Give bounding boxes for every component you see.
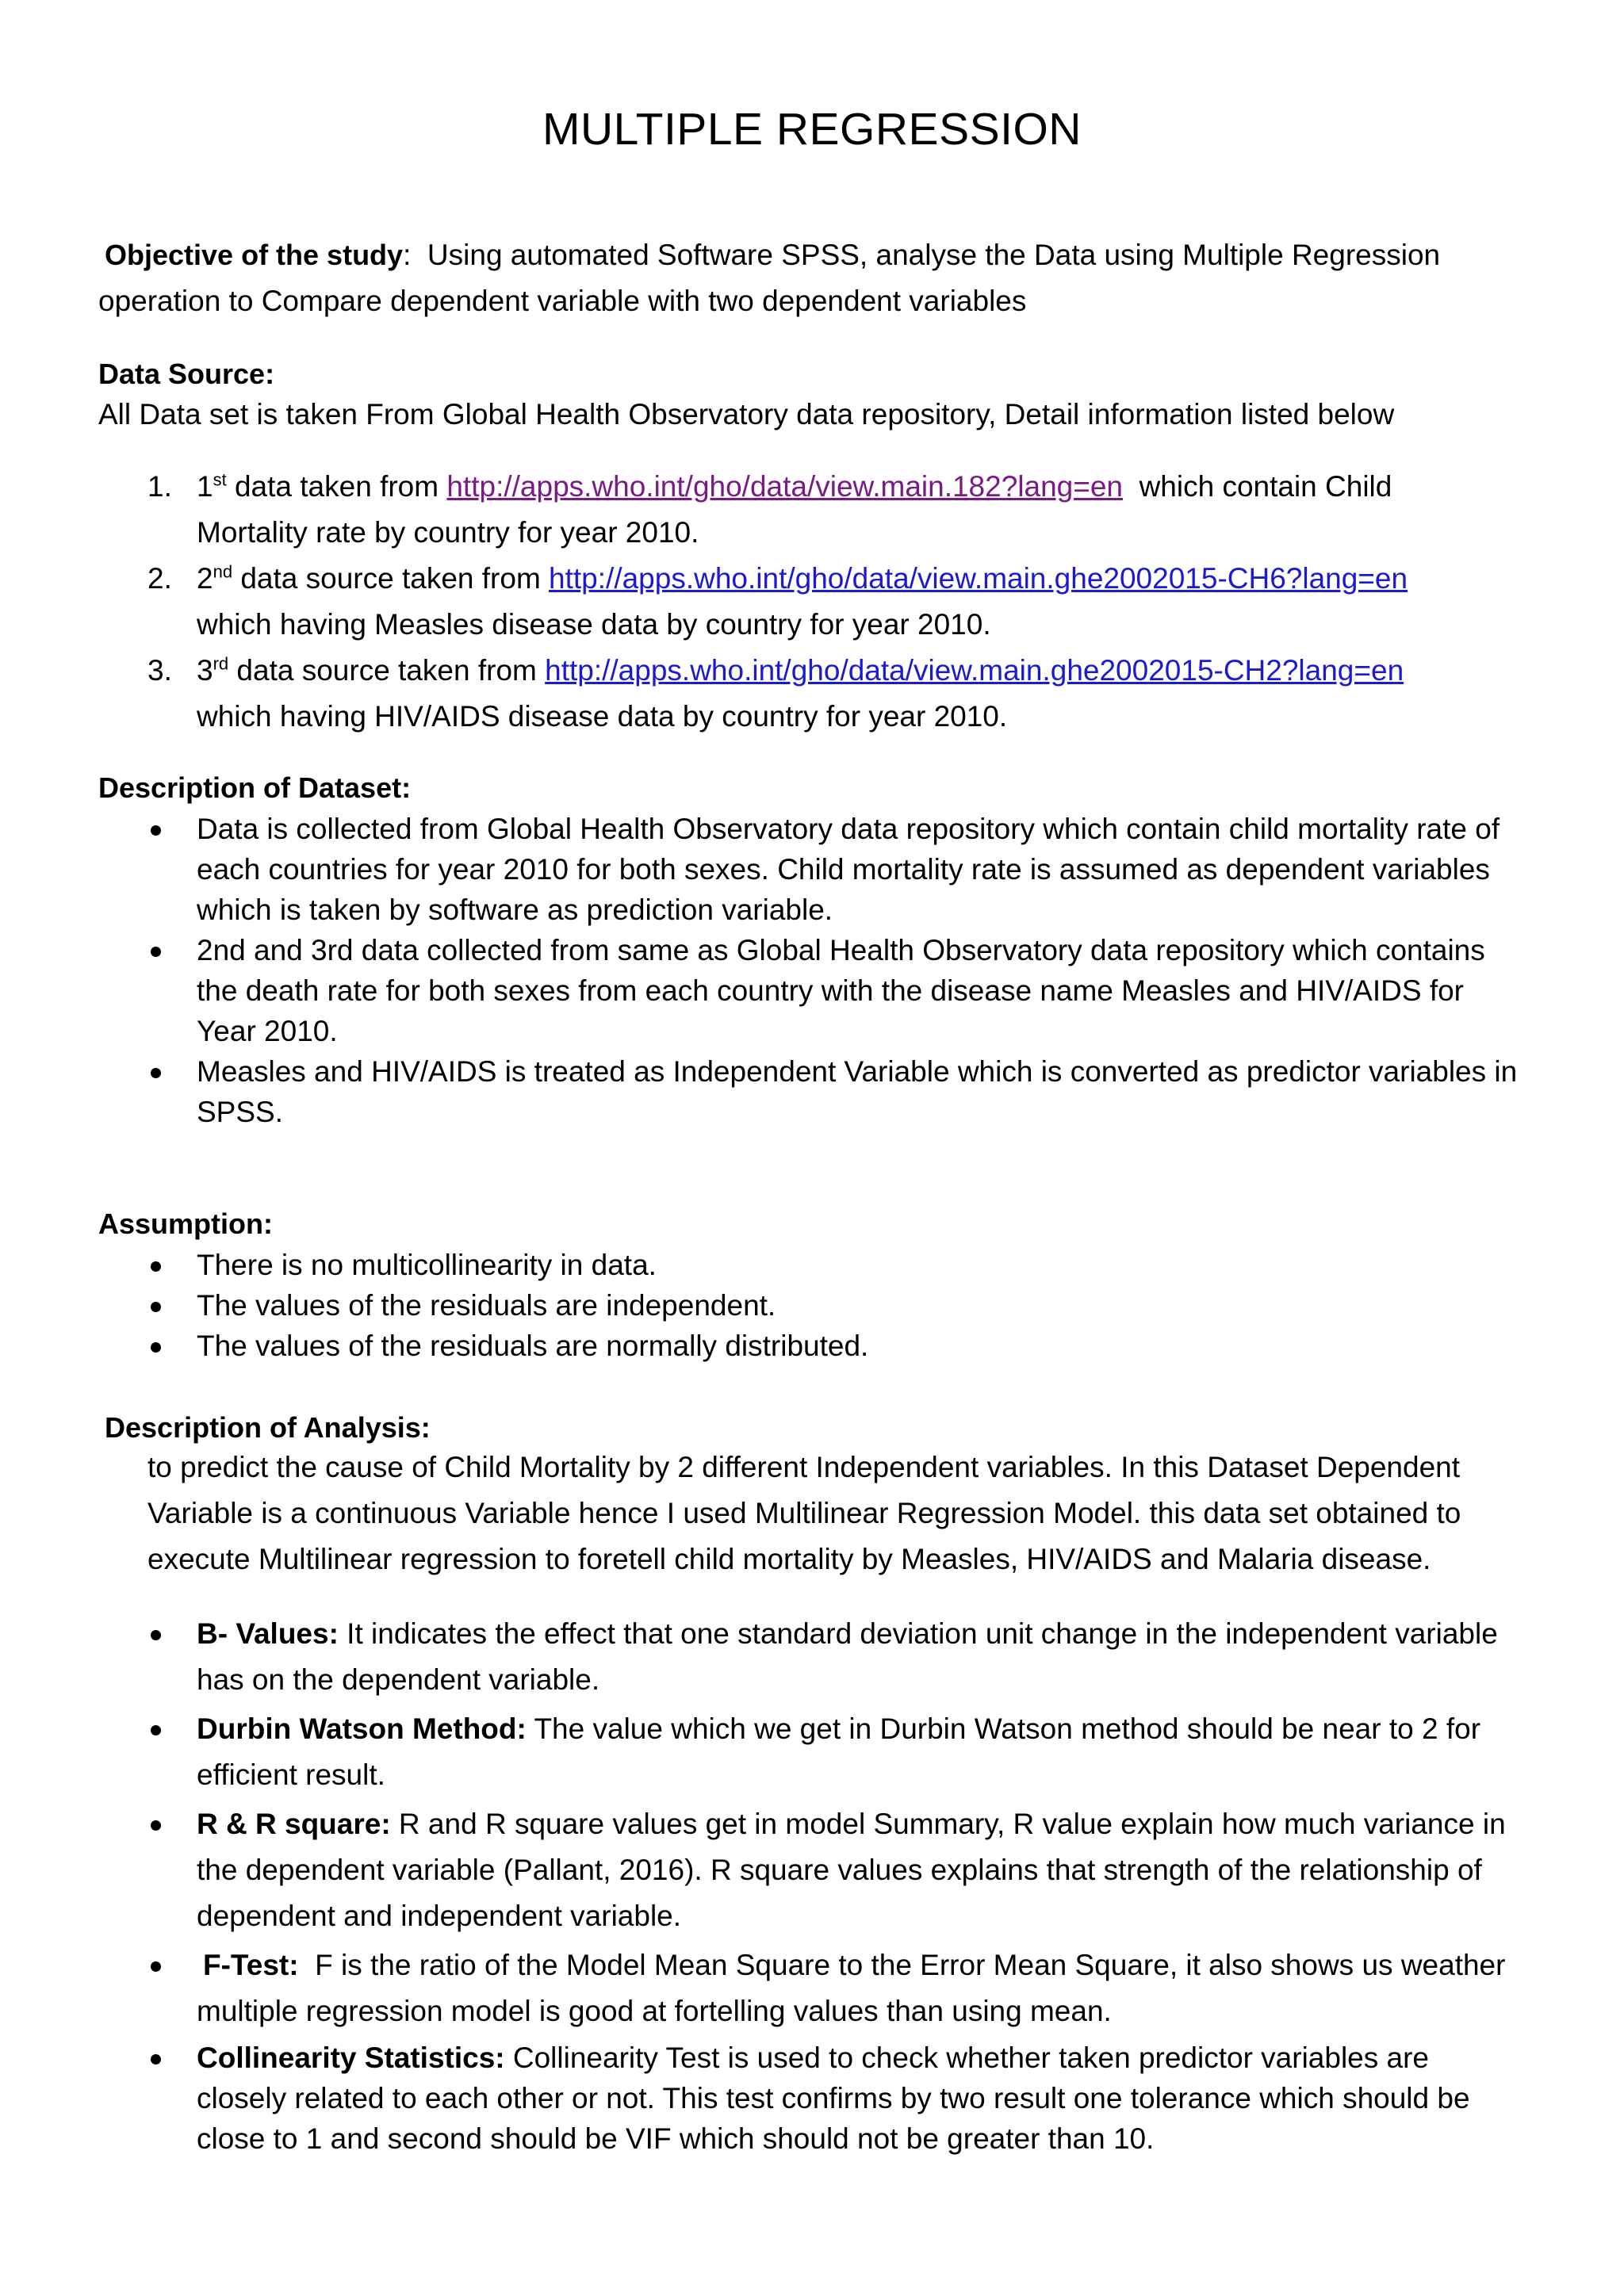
ordinal-number: 2	[197, 562, 213, 595]
list-number: 3.	[147, 654, 172, 687]
list-item	[98, 1801, 1526, 1939]
source-text-line2: which having HIV/AIDS disease data by country for year 2010.	[197, 700, 1008, 733]
term-label: R & R square:	[197, 1808, 391, 1840]
term-description: The value which we get in Durbin Watson method should be near to 2 for efficient result.	[197, 1712, 1481, 1791]
source-link-2[interactable]: http://apps.who.int/gho/data/view.main.ghe2002015-CH6?lang=en	[549, 562, 1408, 595]
source-link-1[interactable]: http://apps.who.int/gho/data/view.main.182?lang=en	[446, 470, 1124, 503]
data-source-heading: Data Source:	[98, 358, 275, 390]
objective-text-line1: Using automated Software SPSS, analyse the Data using Multiple Regression	[427, 239, 1441, 271]
term-description: Collinearity Test is used to check whether taken predictor variables are closely related to each other or not. This test confirms by two result one tolerance which should be close to 1 and second should be VIF which should not be greater than 10.	[197, 2042, 1470, 2155]
ordinal-number: 1	[197, 470, 213, 503]
source-text-line2: Mortality rate by country for year 2010.	[197, 516, 699, 549]
analysis-heading: Description of Analysis:	[105, 1411, 431, 1444]
analysis-terms-list	[98, 1611, 1526, 2162]
term-label: Collinearity Statistics:	[197, 2042, 505, 2074]
assumption-list	[98, 1245, 1526, 1366]
term-label: F-Test:	[203, 1949, 299, 1981]
list-item	[98, 1942, 1526, 2034]
bullet-icon	[151, 1302, 161, 1312]
bullet-icon	[151, 1068, 161, 1078]
list-item-text: Measles and HIV/AIDS is treated as Independent Variable which is converted as predictor variables in SPSS.	[197, 1055, 1518, 1128]
objective-sep: :	[403, 239, 412, 271]
data-source-list	[98, 464, 1526, 740]
list-item	[98, 1285, 1526, 1326]
bullet-icon	[151, 1725, 161, 1735]
data-source-intro: All Data set is taken From Global Health Observatory data repository, Detail information listed below	[98, 398, 1395, 430]
source-link-3[interactable]: http://apps.who.int/gho/data/view.main.ghe2002015-CH2?lang=en	[545, 654, 1404, 687]
list-item	[98, 1051, 1526, 1132]
term-description: F is the ratio of the Model Mean Square to the Error Mean Square, it also shows us weather multiple regression model is good at fortelling values than using mean.	[197, 1949, 1514, 2027]
source-text: data source taken from	[232, 562, 550, 595]
source-text: data taken from	[226, 470, 447, 503]
list-item	[98, 1245, 1526, 1285]
bullet-icon	[151, 1261, 161, 1272]
bullet-icon	[151, 825, 161, 836]
list-item	[98, 2038, 1526, 2159]
ordinal-suffix: nd	[213, 561, 233, 582]
analysis-paragraph: to predict the cause of Child Mortality by 2 different Independent variables. In this Dataset Dependent Variable is a continuous Variable hence I used Multilinear Regression Model. this data set obtained to execute Multilinear regression to foretell child mortality by Measles, HIV/AIDS and Malaria disease.	[147, 1451, 1461, 1575]
list-item	[98, 930, 1526, 1051]
bullet-icon	[151, 947, 161, 957]
ordinal-suffix: rd	[213, 653, 229, 674]
list-number: 1.	[147, 470, 172, 503]
term-label: Durbin Watson Method:	[197, 1712, 527, 1745]
page-title: MULTIPLE REGRESSION	[542, 104, 1082, 155]
list-item	[98, 1611, 1526, 1703]
objective-text-line2: operation to Compare dependent variable with two dependent variables	[98, 285, 1027, 317]
source-text: which contain Child	[1123, 470, 1392, 503]
term-description: It indicates the effect that one standard deviation unit change in the independent variable has on the dependent variable.	[197, 1617, 1498, 1696]
objective-paragraph	[98, 232, 1526, 324]
term-description: R and R square values get in model Summary, R value explain how much variance in the dependent variable (Pallant, 2016). R square values explains that strength of the relationship of dependent and independent variable.	[197, 1808, 1506, 1932]
list-item	[98, 556, 1526, 648]
ordinal-suffix: st	[213, 469, 227, 490]
list-item	[98, 464, 1526, 556]
list-item	[98, 809, 1526, 930]
list-item-text: The values of the residuals are independent.	[197, 1289, 776, 1322]
bullet-icon	[151, 1820, 161, 1831]
list-item	[98, 648, 1526, 740]
list-item-text: There is no multicollinearity in data.	[197, 1249, 657, 1281]
bullet-icon	[151, 1961, 161, 1972]
dataset-description-list	[98, 809, 1526, 1132]
list-item	[98, 1326, 1526, 1366]
bullet-icon	[151, 1342, 161, 1353]
list-item-text: Data is collected from Global Health Observatory data repository which contain child mortality rate of each countries for year 2010 for both sexes. Child mortality rate is assumed as dependent variables which is taken by software as prediction variable.	[197, 813, 1500, 926]
list-item-text: The values of the residuals are normally distributed.	[197, 1330, 869, 1362]
list-number: 2.	[147, 562, 172, 595]
source-text: data source taken from	[228, 654, 546, 687]
objective-label: Objective of the study	[105, 239, 404, 271]
bullet-icon	[151, 2054, 161, 2064]
dataset-description-heading: Description of Dataset:	[98, 771, 412, 804]
bullet-icon	[151, 1630, 161, 1640]
list-item-text: 2nd and 3rd data collected from same as Global Health Observatory data repository which contains the death rate for both sexes from each country with the disease name Measles and HIV/AIDS for Year 2010.	[197, 934, 1485, 1047]
assumption-heading: Assumption:	[98, 1207, 273, 1240]
term-label: B- Values:	[197, 1617, 339, 1650]
list-item	[98, 1706, 1526, 1798]
source-text-line2: which having Measles disease data by country for year 2010.	[197, 608, 991, 641]
ordinal-number: 3	[197, 654, 213, 687]
